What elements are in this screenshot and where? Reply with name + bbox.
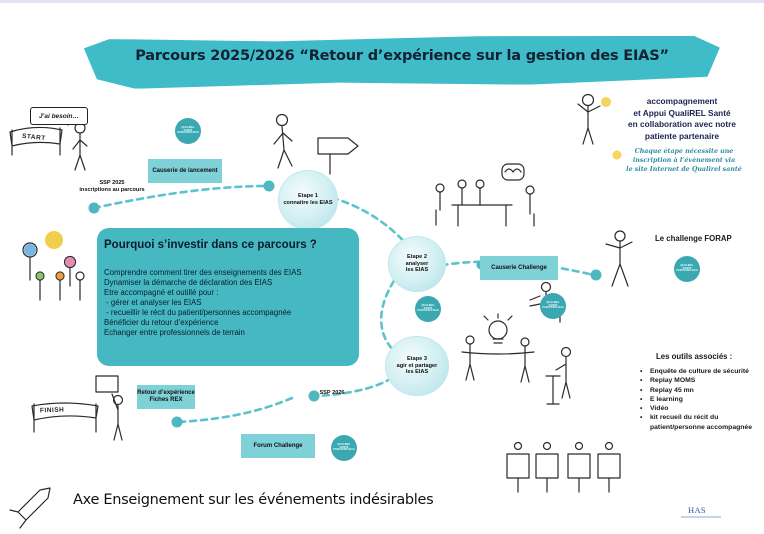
support-header: accompagnement et Appui QualiREL Santé en collaboration avec notre patiente partenaire [628, 96, 736, 141]
qualirel-badge: QUALIREL SANTÉ PARCOURS EIAS [540, 293, 566, 319]
ssp-2026-label: SSP 2026 [319, 390, 345, 396]
tag-forum-challenge: Forum Challenge [241, 434, 315, 458]
tag-causerie-lancement: Causerie de lancement [148, 159, 222, 183]
tool-item: • Replay 45 mn [640, 386, 762, 395]
why-item: Etre accompagné et outillé pour : [104, 288, 219, 298]
axe-title: Axe Enseignement sur les événements indésirables [73, 492, 434, 508]
rocket-sketch [10, 488, 50, 528]
person-forap-body [606, 241, 632, 286]
has-logo-underline [681, 516, 721, 518]
step-3-bubble: Etape 3 agir et partager les EIAS [385, 336, 449, 396]
finish-sign-text: FINISH [39, 406, 65, 415]
person-presenter-head [583, 95, 594, 106]
tools-list [640, 367, 762, 432]
tag-retour-experience: Retour d’expérience Fiches REX [137, 385, 195, 409]
why-item: Comprendre comment tirer des enseignements des EIAS [104, 268, 302, 277]
speech-bubble: J’ai besoin… [30, 107, 88, 125]
tool-item: • Vidéo [640, 404, 762, 413]
tool-item: • kit recueil du récit du patient/personne accompagnée [640, 413, 762, 432]
ssp-2025-label: SSP 2025 inscriptions au parcours [79, 180, 145, 193]
why-item: - gérer et analyser les EIAS [104, 298, 202, 308]
tool-item: • Enquête de culture de sécurité [640, 367, 762, 376]
person-walking-body [274, 126, 292, 168]
idea-glow [601, 97, 611, 107]
seated-notes [530, 296, 540, 306]
finish-sign-board [96, 376, 118, 392]
why-list [104, 268, 354, 338]
why-item: - recueillir le récit du patient/personnes accompagnée [104, 308, 292, 318]
tools-title: Les outils associés : [656, 352, 733, 361]
step-2-bubble: Etape 2 analyser les EIAS [388, 236, 446, 292]
qualirel-badge: QUALIREL SANTÉ PARCOURS EIAS [175, 118, 201, 144]
step-1-bubble: Etape 1 connaitre les EIAS [278, 170, 338, 230]
why-title: Pourquoi s’investir dans ce parcours ? [104, 239, 317, 251]
path-dot-etape1 [264, 181, 275, 192]
registration-note: Chaque étape nécessite une inscription à l’évènement via le site Internet de Qualirel santé [626, 148, 742, 173]
path-segment-finish [178, 398, 292, 422]
person-start-body [73, 133, 87, 170]
forap-challenge-label: Le challenge FORAP [655, 234, 732, 243]
why-item: Bénéficier du retour d’expérience [104, 318, 219, 328]
meeting-table [452, 205, 512, 226]
tool-item: • E learning [640, 395, 762, 404]
lightbulb-balloon [45, 231, 63, 249]
idea-rope [462, 352, 534, 354]
path-dot-start [89, 203, 100, 214]
qualirel-badge: QUALIREL SANTÉ PARCOURS EIAS [331, 435, 357, 461]
idea-bulb [489, 321, 507, 339]
person-walking-head [277, 115, 288, 126]
arrow-signpost [318, 138, 358, 174]
path-dot-finish [172, 417, 183, 428]
start-sign-text: START [21, 132, 46, 143]
person-presenter-body [578, 104, 600, 144]
person-forap-head [615, 231, 625, 241]
path-dot-forap [591, 270, 602, 281]
why-item: Echanger entre professionnels de terrain [104, 328, 245, 338]
page-title: Parcours 2025/2026 “Retour d’expérience sur la gestion des EIAS” [135, 48, 669, 64]
person-seated-head [542, 283, 551, 292]
tool-item: • Replay MOMS [640, 376, 762, 385]
brain-sketch [505, 169, 521, 172]
qualirel-badge: QUALIREL SANTÉ PARCOURS EIAS [674, 256, 700, 282]
podium [546, 376, 560, 404]
qualirel-badge: QUALIREL SANTÉ PARCOURS EIAS [415, 296, 441, 322]
has-logo: HAS [688, 505, 706, 515]
why-item: Dynamiser la démarche de déclaration des EIAS [104, 278, 273, 288]
tag-causerie-challenge: Causerie Challenge [480, 256, 558, 280]
